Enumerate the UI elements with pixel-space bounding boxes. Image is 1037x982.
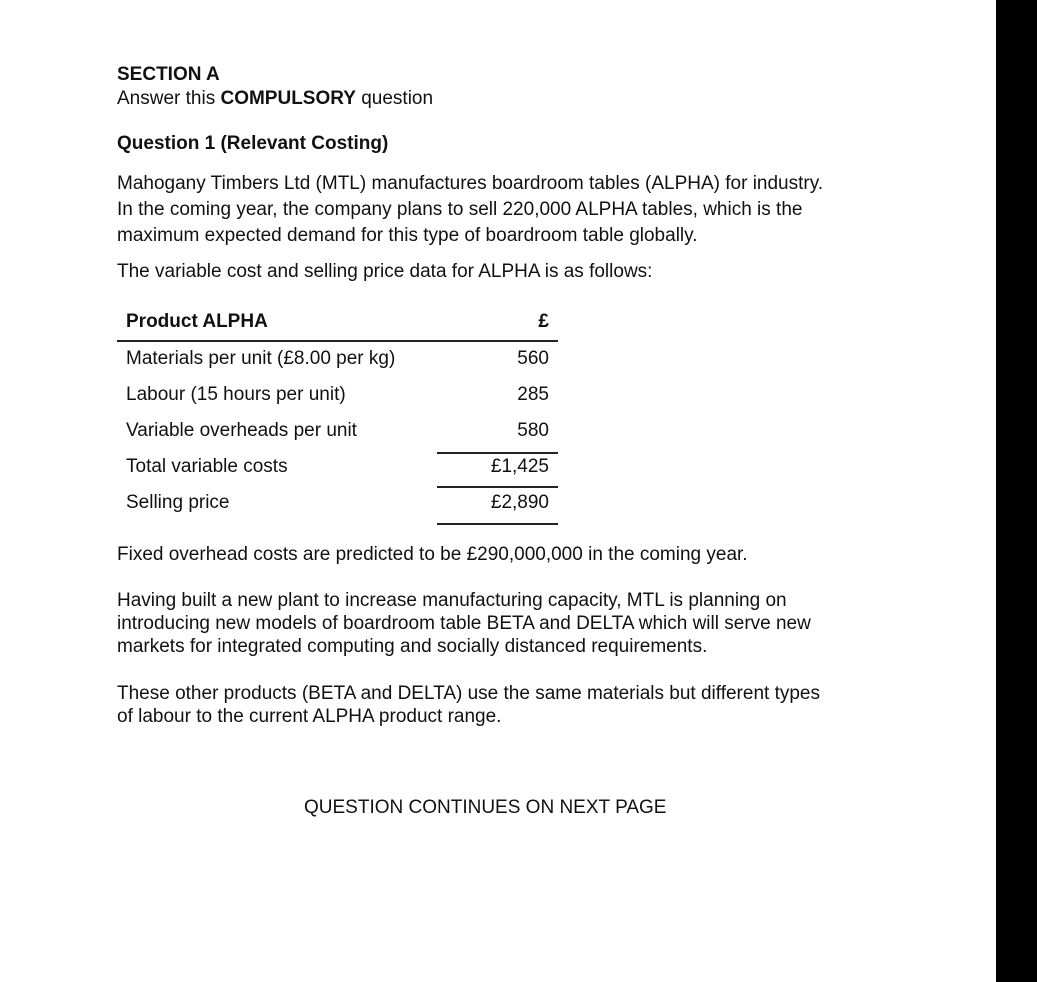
- data-intro: The variable cost and selling price data for ALPHA is as follows:: [117, 261, 653, 282]
- paragraph-line: of labour to the current ALPHA product range.: [117, 706, 502, 727]
- paragraph-line: introducing new models of boardroom table BETA and DELTA which will serve new: [117, 613, 811, 634]
- cost-table: [117, 306, 558, 522]
- table-row: [117, 414, 558, 450]
- selling-value: £2,890: [490, 492, 549, 513]
- table-selling-row: [117, 486, 558, 522]
- continues-note: QUESTION CONTINUES ON NEXT PAGE: [304, 797, 667, 818]
- instruction-suffix: question: [355, 88, 434, 109]
- instruction-emphasis: COMPULSORY: [220, 88, 356, 109]
- table-header-currency: £: [538, 311, 549, 332]
- instruction-prefix: Answer this: [117, 88, 221, 109]
- total-value: £1,425: [490, 456, 549, 477]
- table-total-row: [117, 450, 558, 486]
- paragraph-line: Having built a new plant to increase manufacturing capacity, MTL is planning on: [117, 590, 787, 611]
- paragraph-line: Fixed overhead costs are predicted to be £290,000,000 in the coming year.: [117, 544, 748, 565]
- section-instruction: [117, 88, 433, 110]
- table-header-label: Product ALPHA: [126, 311, 268, 332]
- new-plant-paragraph: [117, 589, 811, 658]
- row-value: 560: [517, 348, 549, 369]
- row-value: 580: [517, 420, 549, 441]
- question-title: Question 1 (Relevant Costing): [117, 133, 389, 154]
- paragraph-line: These other products (BETA and DELTA) use the same materials but different types: [117, 683, 820, 704]
- fixed-overheads-paragraph: [117, 543, 748, 566]
- total-label: Total variable costs: [126, 456, 288, 477]
- table-row: [117, 378, 558, 414]
- intro-line: In the coming year, the company plans to sell 220,000 ALPHA tables, which is the: [117, 199, 803, 220]
- row-label: Labour (15 hours per unit): [126, 384, 346, 405]
- page-edge-bar: [996, 0, 1037, 982]
- row-value: 285: [517, 384, 549, 405]
- selling-label: Selling price: [126, 492, 230, 513]
- table-header-row: [117, 306, 558, 342]
- intro-line: Mahogany Timbers Ltd (MTL) manufactures boardroom tables (ALPHA) for industry.: [117, 173, 824, 194]
- table-row: [117, 342, 558, 378]
- row-label: Materials per unit (£8.00 per kg): [126, 348, 396, 369]
- other-products-paragraph: [117, 682, 820, 728]
- intro-line: maximum expected demand for this type of boardroom table globally.: [117, 225, 698, 246]
- paragraph-line: markets for integrated computing and socially distanced requirements.: [117, 636, 708, 657]
- question-intro: [117, 171, 823, 249]
- row-label: Variable overheads per unit: [126, 420, 357, 441]
- section-title: SECTION A: [117, 64, 220, 85]
